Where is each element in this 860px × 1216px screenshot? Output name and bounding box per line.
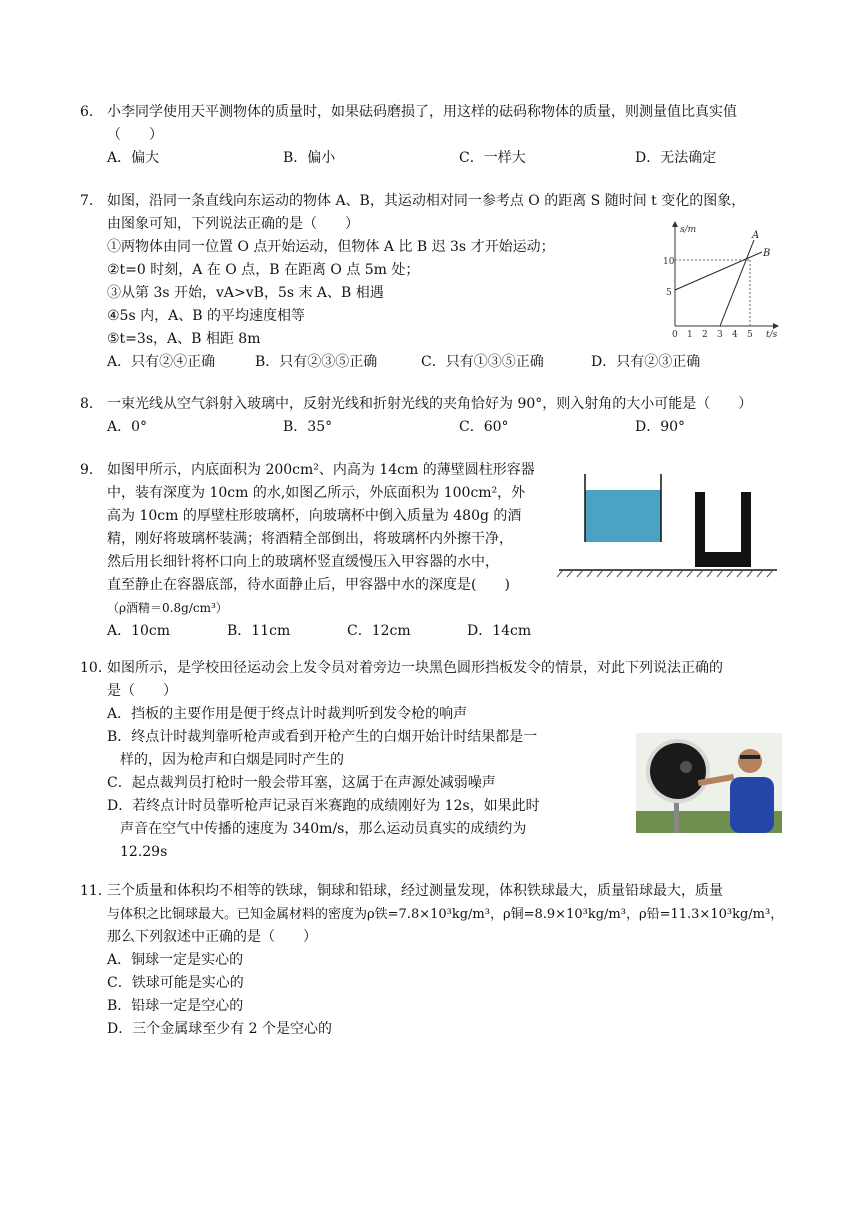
option-a: A．铜球一定是实心的 bbox=[107, 952, 244, 968]
answer-blank: （ ） bbox=[107, 127, 163, 143]
distance-time-graph bbox=[640, 218, 785, 338]
option-d: D．只有②③正确 bbox=[591, 354, 701, 370]
black-circular-board bbox=[650, 743, 706, 799]
y-tick-5: 5 bbox=[666, 288, 672, 298]
option-c: C．60° bbox=[459, 419, 509, 435]
x-tick-1: 1 bbox=[687, 330, 693, 338]
option-a: A．偏大 bbox=[107, 150, 160, 166]
question-text: 一束光线从空气斜射入玻璃中，反射光线和折射光线的夹角恰好为 90°，则入射角的大小可能是（ ） bbox=[107, 396, 753, 412]
option-c: C．12cm bbox=[347, 623, 411, 639]
option-b-cont: 样的，因为枪声和白烟是同时产生的 bbox=[120, 752, 344, 768]
option-d: D．90° bbox=[635, 419, 686, 435]
statement-3: ③从第 3s 开始，vA>vB，5s 末 A、B 相遇 bbox=[107, 285, 384, 301]
option-c: C．一样大 bbox=[459, 150, 526, 166]
option-d-cont: 12.29s bbox=[120, 844, 168, 860]
x-tick-3: 3 bbox=[717, 330, 723, 338]
statement-4: ④5s 内，A、B 的平均速度相等 bbox=[107, 308, 305, 324]
options bbox=[80, 620, 550, 643]
statement-5: ⑤t=3s，A、B 相距 8m bbox=[107, 331, 261, 347]
option-b: B．偏小 bbox=[283, 150, 336, 166]
x-axis-label: t/s bbox=[766, 330, 778, 338]
statement-1: ①两物体由同一位置 O 点开始运动，但物体 A 比 B 迟 3s 才开始运动； bbox=[107, 239, 555, 255]
x-tick-2: 2 bbox=[702, 330, 708, 338]
option-d: D．14cm bbox=[467, 623, 532, 639]
option-c: C．只有①③⑤正确 bbox=[421, 354, 544, 370]
question-number: 11． bbox=[80, 883, 112, 899]
gun-smoke bbox=[680, 761, 692, 773]
starter-photo bbox=[636, 733, 782, 833]
statement-2: ②t=0 时刻，A 在 O 点，B 在距离 O 点 5m 处； bbox=[107, 262, 420, 278]
question-text: 如图甲所示，内底面积为 200cm²、内高为 14cm 的薄壁圆柱形容器 bbox=[107, 462, 535, 478]
water bbox=[585, 490, 661, 542]
options bbox=[80, 416, 790, 439]
option-a: A．只有②④正确 bbox=[107, 354, 216, 370]
option-a: A．10cm bbox=[107, 623, 171, 639]
option-b: B．铅球一定是空心的 bbox=[107, 998, 244, 1014]
density-note: （ρ酒精＝0.8g/cm³） bbox=[107, 601, 228, 615]
starter-head bbox=[738, 749, 762, 773]
question-number: 6． bbox=[80, 104, 103, 120]
sunglasses bbox=[740, 755, 760, 759]
question-text: 与体积之比铜球最大。已知金属材料的密度为ρ铁=7.8×10³kg/m³，ρ铜=8.9×10³kg/m³，ρ铅=11.3×10³kg/m³， bbox=[107, 907, 784, 922]
question-number: 8． bbox=[80, 396, 103, 412]
question-text: 精，刚好将玻璃杯装满；将酒精全部倒出，将玻璃杯内外擦干净， bbox=[107, 531, 513, 547]
question-9 bbox=[80, 459, 550, 643]
x-tick-4: 4 bbox=[732, 330, 738, 338]
option-c: C．铁球可能是实心的 bbox=[107, 975, 244, 991]
label-b: B bbox=[763, 248, 771, 259]
question-6 bbox=[80, 101, 790, 170]
question-number: 7． bbox=[80, 193, 103, 209]
question-text: 然后用长细针将杯口向上的玻璃杯竖直缓慢压入甲容器的水中， bbox=[107, 554, 499, 570]
question-number: 10． bbox=[80, 660, 112, 676]
y-axis-label: s/m bbox=[680, 225, 697, 235]
option-c: C．起点裁判员打枪时一般会带耳塞，这属于在声源处减弱噪声 bbox=[107, 775, 496, 791]
question-text: 如图，沿同一条直线向东运动的物体 A、B，其运动相对同一参考点 O 的距离 S 随时间 t 变化的图象， bbox=[107, 193, 746, 209]
question-text: 中，装有深度为 10cm 的水,如图乙所示，外底面积为 100cm²，外 bbox=[107, 485, 526, 501]
question-text: 高为 10cm 的厚壁柱形玻璃杯，向玻璃杯中倒入质量为 480g 的酒 bbox=[107, 508, 522, 524]
label-a: A bbox=[752, 230, 760, 241]
question-text: 小李同学使用天平测物体的质量时，如果砝码磨损了，用这样的砝码称物体的质量，则测量值比真实值 bbox=[107, 104, 737, 120]
option-d: D．三个金属球至少有 2 个是空心的 bbox=[107, 1021, 333, 1037]
question-text: 如图所示，是学校田径运动会上发令员对着旁边一块黑色圆形挡板发令的情景，对此下列说法正确的 bbox=[107, 660, 723, 676]
x-tick-0: 0 bbox=[672, 330, 678, 338]
container-figure bbox=[555, 472, 785, 582]
option-b: B．11cm bbox=[227, 623, 291, 639]
option-b: B．终点计时裁判靠听枪声或看到开枪产生的白烟开始计时结果都是一 bbox=[107, 729, 538, 745]
options bbox=[80, 351, 790, 374]
question-text: 由图象可知，下列说法正确的是（ ） bbox=[107, 216, 359, 232]
option-b: B．只有②③⑤正确 bbox=[255, 354, 378, 370]
option-b: B．35° bbox=[283, 419, 333, 435]
question-text: 那么下列叙述中正确的是（ ） bbox=[107, 929, 317, 945]
question-number: 9． bbox=[80, 462, 103, 478]
ground-hatching bbox=[557, 570, 773, 577]
options bbox=[80, 147, 790, 170]
question-text: 直至静止在容器底部，待水面静止后，甲容器中水的深度是( ) bbox=[107, 577, 510, 593]
option-d: D．若终点计时员靠听枪声记录百米赛跑的成绩刚好为 12s，如果此时 bbox=[107, 798, 540, 814]
line-b bbox=[675, 252, 762, 290]
option-d: D．无法确定 bbox=[635, 150, 717, 166]
option-d-cont: 声音在空气中传播的速度为 340m/s，那么运动员真实的成绩约为 bbox=[120, 821, 527, 837]
starter-shirt bbox=[730, 777, 774, 833]
glass-cup bbox=[695, 492, 751, 567]
y-tick-10: 10 bbox=[663, 257, 675, 267]
option-a: A．0° bbox=[107, 419, 148, 435]
option-a: A．挡板的主要作用是便于终点计时裁判听到发令枪的响声 bbox=[107, 706, 468, 722]
question-8 bbox=[80, 393, 790, 439]
question-text: 三个质量和体积均不相等的铁球，铜球和铅球，经过测量发现，体积铁球最大，质量铅球最大，质量 bbox=[107, 883, 723, 899]
question-text: 是（ ） bbox=[107, 683, 177, 699]
line-a bbox=[720, 240, 754, 326]
x-tick-5: 5 bbox=[747, 330, 753, 338]
question-11 bbox=[80, 880, 790, 1041]
